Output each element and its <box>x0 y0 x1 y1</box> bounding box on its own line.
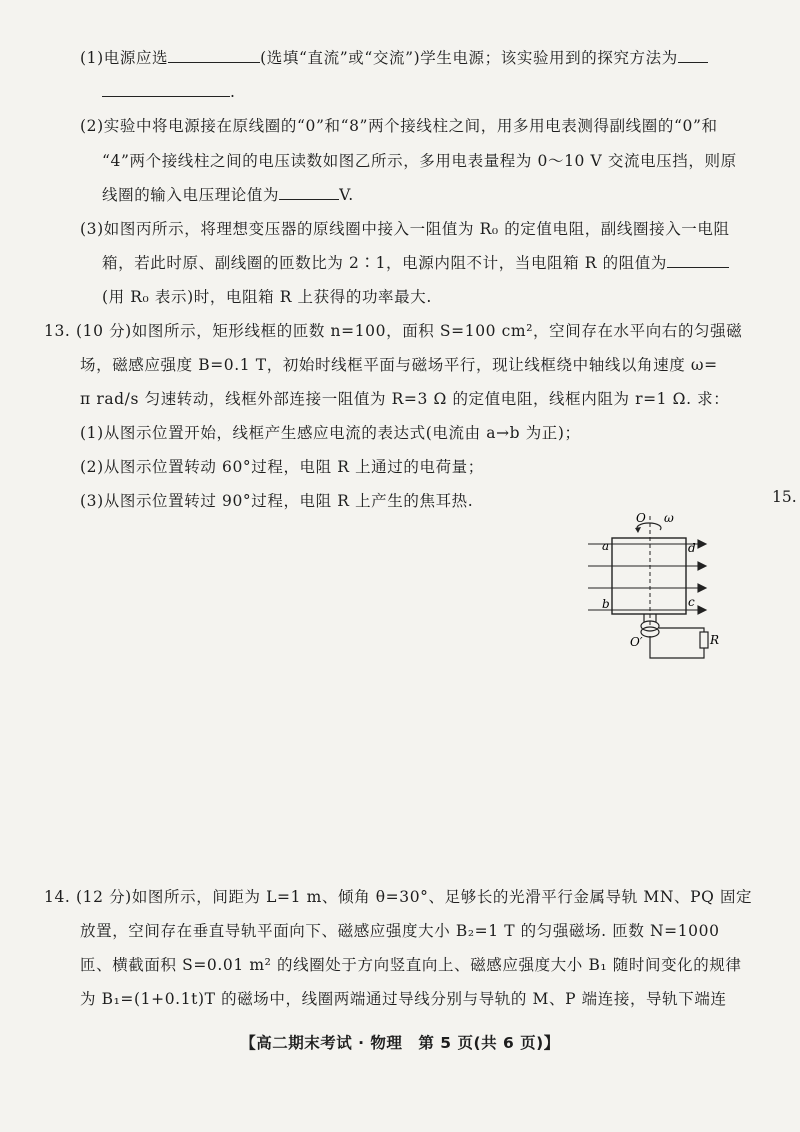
period: . <box>230 83 236 101</box>
label-omega: ω <box>664 511 674 525</box>
q12-part1-line2 <box>102 80 236 101</box>
q13-sub2: (2)从图示位置转动 60°过程，电阻 R 上通过的电荷量； <box>80 458 484 476</box>
q12-part2-text: 线圈的输入电压理论值为 <box>102 186 280 204</box>
q12-part2-line3 <box>102 183 354 205</box>
q12-part3-line1: (3)如图丙所示，将理想变压器的原线圈中接入一阻值为 R₀ 的定值电阻，副线圈接入一电阻 <box>80 220 730 238</box>
q12-part3-text: 箱，若此时原、副线圈的匝数比为 2∶1，电源内阻不计，当电阻箱 R 的阻值为 <box>102 254 667 272</box>
unit-volt: V. <box>339 186 354 204</box>
answer-blank <box>678 46 708 63</box>
external-wire <box>650 636 704 658</box>
q12-part2-line2: “4”两个接线柱之间的电压读数如图乙所示，多用电表量程为 0～10 V 交流电压挡，则原 <box>102 152 737 170</box>
label-b: b <box>602 597 610 611</box>
label-d: d <box>688 541 696 555</box>
answer-blank <box>168 46 260 63</box>
label-a: a <box>602 539 610 553</box>
q13-sub3: (3)从图示位置转过 90°过程，电阻 R 上产生的焦耳热. <box>80 492 474 510</box>
q13-line1: 13. (10 分)如图所示，矩形线框的匝数 n=100，面积 S=100 cm²，空间存在水平向右的匀强磁 <box>44 322 743 340</box>
label-R: R <box>710 633 720 647</box>
label-O-prime: O′ <box>630 635 643 649</box>
coil-frame <box>612 538 686 614</box>
q12-part1-text-b: (选填“直流”或“交流”)学生电源；该实验用到的探究方法为 <box>260 49 678 67</box>
q14-line3: 匝、横截面积 S=0.01 m² 的线圈处于方向竖直向上、磁感应强度大小 B₁ 随时间变化的规律 <box>80 956 742 974</box>
resistor <box>700 632 708 648</box>
q13-line2: 场，磁感应强度 B=0.1 T，初始时线框平面与磁场平行，现让线框绕中轴线以角速度 ω= <box>80 356 718 374</box>
q12-part3-line3: (用 R₀ 表示)时，电阻箱 R 上获得的功率最大. <box>102 288 432 306</box>
q14-line2: 放置，空间存在垂直导轨平面向下、磁感应强度大小 B₂=1 T 的匀强磁场. 匝数 N=1000 <box>80 922 720 940</box>
q12-part3-line2 <box>102 251 729 273</box>
label-c: c <box>688 595 695 609</box>
q12-part1-line1 <box>80 46 708 68</box>
q14-line4: 为 B₁=(1+0.1t)T 的磁场中，线圈两端通过导线分别与导轨的 M、P 端连接，导轨下端连 <box>80 990 727 1008</box>
answer-blank <box>279 183 339 200</box>
coil-figure <box>588 508 728 668</box>
q13-sub1: (1)从图示位置开始，线框产生感应电流的表达式(电流由 a→b 为正)； <box>80 424 581 442</box>
q13-line3: π rad/s 匀速转动，线框外部连接一阻值为 R=3 Ω 的定值电阻，线框内阻为 r=1 Ω. 求： <box>80 390 730 408</box>
q12-part2-line1: (2)实验中将电源接在原线圈的“0”和“8”两个接线柱之间，用多用电表测得副线圈的“0”和 <box>80 117 718 135</box>
page-footer: 【高二期末考试 · 物理 第 5 页(共 6 页)】 <box>240 1034 560 1052</box>
side-question-number: 15. <box>772 488 797 506</box>
answer-blank <box>102 80 230 97</box>
label-O: O <box>636 511 646 525</box>
q12-part1-text-a: (1)电源应选 <box>80 49 169 67</box>
q14-line1: 14. (12 分)如图所示，间距为 L=1 m、倾角 θ=30°、足够长的光滑平行金属导轨 MN、PQ 固定 <box>44 888 753 906</box>
answer-blank <box>667 251 729 268</box>
